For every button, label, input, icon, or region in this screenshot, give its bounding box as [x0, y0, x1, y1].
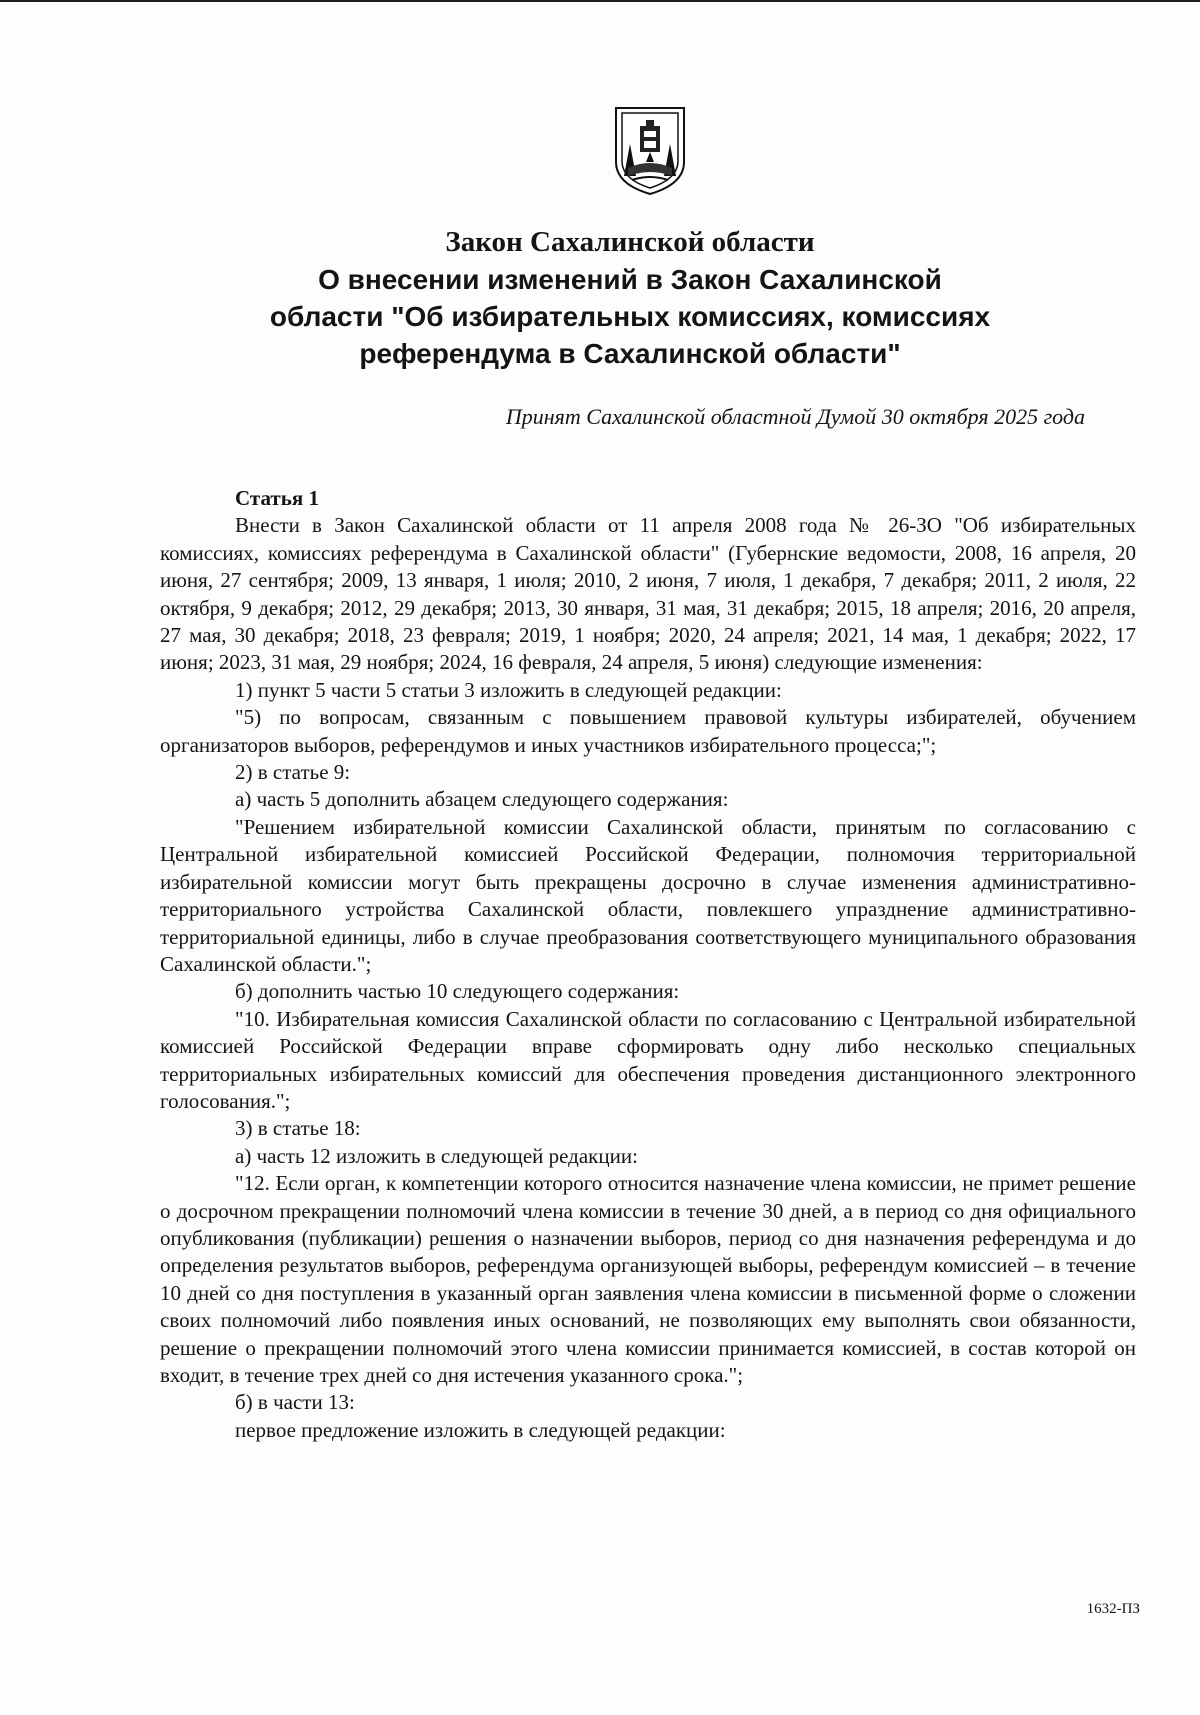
paragraph: 3) в статье 18:: [235, 1116, 361, 1141]
paragraph: 1) пункт 5 части 5 статьи 3 изложить в следующей редакции:: [235, 677, 782, 702]
paragraph: а) часть 5 дополнить абзацем следующего содержания:: [235, 787, 729, 812]
paragraph: "5) по вопросам, связанным с повышением правовой культуры избирателей, обучением организаторов выборов, референдумов и иных участников избирательного процесса;";: [160, 705, 1136, 757]
document-title: [200, 225, 1060, 372]
paragraph: б) дополнить частью 10 следующего содержания:: [235, 979, 680, 1004]
paragraph: б) в части 13:: [235, 1390, 355, 1415]
law-body: [160, 485, 1136, 1444]
paragraph: "12. Если орган, к компетенции которого относится назначение члена комиссии, не примет решение о досрочном прекращении полномочий члена комиссии в течение 30 дней, а в период со дня официального опубликования (публикации) решения о назначении выборов, период со дня назначения референдума и до определения результатов выборов, референдума организующей выборы, референдум комиссией – в течение 10 дней со дня поступления в указанный орган заявления члена комиссии в письменной форме о сложении своих полномочий либо появления иных оснований, не позволяющих ему выполнять свои обязанности, решение о прекращении полномочий этого члена комиссии принимается комиссией, в состав которой он входит, в течение трех дней со дня истечения указанного срока.";: [160, 1171, 1136, 1387]
paragraph: Внести в Закон Сахалинской области от 11 апреля 2008 года № 26-ЗО "Об избирательных комиссиях, комиссиях референдума в Сахалинской области" (Губернские ведомости, 2008, 16 апреля, 20 июня, 27 сентября; 2009, 13 января, 1 июля; 2010, 2 июня, 7 июля, 1 декабря, 7 декабря; 2011, 2 июля, 22 октября, 9 декабря; 2012, 29 декабря; 2013, 30 января, 31 мая, 31 декабря; 2015, 18 апреля; 2016, 20 апреля, 27 мая, 30 декабря; 2018, 23 февраля; 2019, 1 ноября; 2020, 24 апреля; 2021, 14 мая, 1 декабря; 2022, 17 июня; 2023, 31 мая, 29 ноября; 2024, 16 февраля, 24 апреля, 5 июня) следующие изменения:: [160, 513, 1136, 675]
article-heading: Статья 1: [235, 486, 319, 510]
scan-top-edge: [0, 0, 1200, 2]
paragraph: а) часть 12 изложить в следующей редакции:: [235, 1143, 638, 1168]
paragraph: "10. Избирательная комиссия Сахалинской области по согласованию с Центральной избирательной комиссией Российской Федерации вправе сформировать одну либо несколько специальных территориальных избирательных комиссий для обеспечения проведения дистанционного электронного голосования.";: [160, 1006, 1136, 1113]
paragraph: первое предложение изложить в следующей редакции:: [235, 1417, 726, 1442]
law-subject: О внесении изменений в Закон Сахалинской области "Об избирательных комиссиях, комиссиях референдума в Сахалинской области": [269, 264, 991, 369]
adoption-note: Принят Сахалинской областной Думой 30 октября 2025 года: [505, 404, 1085, 429]
sakhalin-coat-of-arms-icon: [610, 104, 690, 196]
document-code: 1632-ПЗ: [1086, 1601, 1140, 1617]
paragraph: "Решением избирательной комиссии Сахалинской области, принятым по согласованию с Центральной избирательной комиссией Российской Федерации, полномочия территориальной избирательной комиссии могут быть прекращены досрочно в случае изменения административно-территориального устройства Сахалинской области, повлекшего упразднение административно-территориальной единицы, либо в случае преобразования соответствующего муниципального образования Сахалинской области.";: [160, 814, 1136, 976]
paragraph: 2) в статье 9:: [235, 760, 351, 785]
law-name: Закон Сахалинской области: [445, 226, 815, 258]
